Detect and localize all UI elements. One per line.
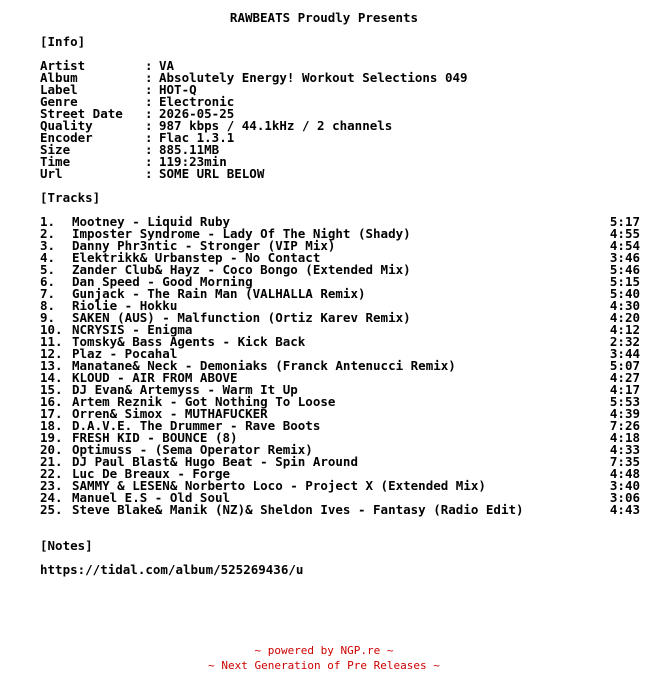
track-title: Riolie - Hokku <box>72 298 178 313</box>
track-number: 16. <box>40 394 63 409</box>
track-number: 13. <box>40 358 63 373</box>
track-duration: 4:39 <box>609 406 640 421</box>
track-number: 18. <box>40 418 63 433</box>
info-row <box>40 72 468 84</box>
track-duration: 4:54 <box>609 238 640 253</box>
track-duration: 7:35 <box>609 454 640 469</box>
track-title: Steve Blake& Manik (NZ)& Sheldon Ives - Fantasy (Radio Edit) <box>72 502 524 517</box>
track-duration: 4:43 <box>609 502 640 517</box>
track-title: Manatane& Neck - Demoniaks (Franck Antenucci Remix) <box>72 358 456 373</box>
info-separator: : <box>145 106 153 121</box>
track-title: Elektrikk& Urbanstep - No Contact <box>72 250 321 265</box>
info-separator: : <box>145 118 153 133</box>
info-heading: [Info] <box>40 34 86 49</box>
track-number: 25. <box>40 502 63 517</box>
release-title: RAWBEATS Proudly Presents <box>229 10 419 25</box>
track-duration: 4:30 <box>609 298 640 313</box>
track-title: Imposter Syndrome - Lady Of The Night (Shady) <box>72 226 411 241</box>
track-number: 7. <box>40 286 56 301</box>
track-title: Tomsky& Bass Agents - Kick Back <box>72 334 306 349</box>
track-duration: 5:15 <box>609 274 640 289</box>
track-duration: 4:48 <box>609 466 640 481</box>
footer-tagline: ~ Next Generation of Pre Releases ~ <box>208 659 440 672</box>
track-title: Artem Reznik - Got Nothing To Loose <box>72 394 336 409</box>
notes-heading: [Notes] <box>40 538 93 553</box>
info-key: Artist <box>40 58 86 73</box>
info-separator: : <box>145 142 153 157</box>
track-number: 24. <box>40 490 63 505</box>
track-number: 8. <box>40 298 56 313</box>
track-title: Orren& Simox - MUTHAFUCKER <box>72 406 268 421</box>
track-number: 6. <box>40 274 56 289</box>
track-duration: 4:27 <box>609 370 640 385</box>
track-title: SAKEN (AUS) - Malfunction (Ortiz Karev Remix) <box>72 310 411 325</box>
track-number: 20. <box>40 442 63 457</box>
track-title: Zander Club& Hayz - Coco Bongo (Extended Mix) <box>72 262 411 277</box>
info-row <box>40 168 264 180</box>
track-title: Optimuss - (Sema Operator Remix) <box>72 442 313 457</box>
track-duration: 2:32 <box>609 334 640 349</box>
info-separator: : <box>145 82 153 97</box>
track-duration: 4:33 <box>609 442 640 457</box>
info-value: 987 kbps / 44.1kHz / 2 channels <box>159 118 393 133</box>
info-key: Url <box>40 166 63 181</box>
footer-powered-by: ~ powered by NGP.re ~ <box>254 644 394 657</box>
track-duration: 3:46 <box>609 250 640 265</box>
info-value: VA <box>159 58 175 73</box>
track-title: Danny Phr3ntic - Stronger (VIP Mix) <box>72 238 336 253</box>
track-number: 17. <box>40 406 63 421</box>
info-value: SOME URL BELOW <box>159 166 265 181</box>
track-number: 9. <box>40 310 56 325</box>
track-number: 14. <box>40 370 63 385</box>
track-number: 4. <box>40 250 56 265</box>
track-number: 15. <box>40 382 63 397</box>
track-number: 1. <box>40 214 56 229</box>
track-duration: 5:40 <box>609 286 640 301</box>
track-duration: 3:44 <box>609 346 640 361</box>
track-title: Mootney - Liquid Ruby <box>72 214 231 229</box>
track-title: DJ Paul Blast& Hugo Beat - Spin Around <box>72 454 358 469</box>
info-key: Size <box>40 142 71 157</box>
info-separator: : <box>145 58 153 73</box>
track-title: Luc De Breaux - Forge <box>72 466 231 481</box>
track-title: FRESH KID - BOUNCE (8) <box>72 430 238 445</box>
info-value: HOT-Q <box>159 82 197 97</box>
track-duration: 5:07 <box>609 358 640 373</box>
track-title: Plaz - Pocahal <box>72 346 178 361</box>
track-number: 3. <box>40 238 56 253</box>
tracks-heading: [Tracks] <box>40 190 101 205</box>
track-title: Gunjack - The Rain Man (VALHALLA Remix) <box>72 286 366 301</box>
info-separator: : <box>145 166 153 181</box>
track-number: 21. <box>40 454 63 469</box>
track-duration: 3:06 <box>609 490 640 505</box>
track-title: Manuel E.S - Old Soul <box>72 490 231 505</box>
track-title: NCRYSIS - Enigma <box>72 322 193 337</box>
track-duration: 3:40 <box>609 478 640 493</box>
track-duration: 5:53 <box>609 394 640 409</box>
info-key: Genre <box>40 94 78 109</box>
notes-url: https://tidal.com/album/525269436/u <box>40 562 304 577</box>
track-duration: 4:55 <box>609 226 640 241</box>
info-key: Time <box>40 154 71 169</box>
track-row <box>40 504 640 516</box>
track-duration: 4:17 <box>609 382 640 397</box>
track-title: SAMMY & LESEN& Norberto Loco - Project X (Extended Mix) <box>72 478 486 493</box>
info-value: 885.11MB <box>159 142 220 157</box>
info-value: 2026-05-25 <box>159 106 235 121</box>
info-key: Album <box>40 70 78 85</box>
track-title: D.A.V.E. The Drummer - Rave Boots <box>72 418 321 433</box>
info-separator: : <box>145 154 153 169</box>
track-number: 22. <box>40 466 63 481</box>
track-duration: 7:26 <box>609 418 640 433</box>
track-title: DJ Evan& Artemyss - Warm It Up <box>72 382 298 397</box>
info-value: Electronic <box>159 94 235 109</box>
track-duration: 4:20 <box>609 310 640 325</box>
info-separator: : <box>145 130 153 145</box>
track-number: 19. <box>40 430 63 445</box>
info-key: Street Date <box>40 106 123 121</box>
track-number: 12. <box>40 346 63 361</box>
track-number: 2. <box>40 226 56 241</box>
info-key: Quality <box>40 118 93 133</box>
info-value: Flac 1.3.1 <box>159 130 235 145</box>
track-title: Dan Speed - Good Morning <box>72 274 253 289</box>
info-value: Absolutely Energy! Workout Selections 049 <box>159 70 468 85</box>
track-number: 23. <box>40 478 63 493</box>
track-number: 10. <box>40 322 63 337</box>
track-duration: 5:46 <box>609 262 640 277</box>
track-title: KLOUD - AIR FROM ABOVE <box>72 370 238 385</box>
track-duration: 5:17 <box>609 214 640 229</box>
info-separator: : <box>145 94 153 109</box>
track-duration: 4:12 <box>609 322 640 337</box>
info-value: 119:23min <box>159 154 227 169</box>
info-key: Label <box>40 82 78 97</box>
track-number: 5. <box>40 262 56 277</box>
track-duration: 4:18 <box>609 430 640 445</box>
info-separator: : <box>145 70 153 85</box>
track-number: 11. <box>40 334 63 349</box>
info-key: Encoder <box>40 130 93 145</box>
